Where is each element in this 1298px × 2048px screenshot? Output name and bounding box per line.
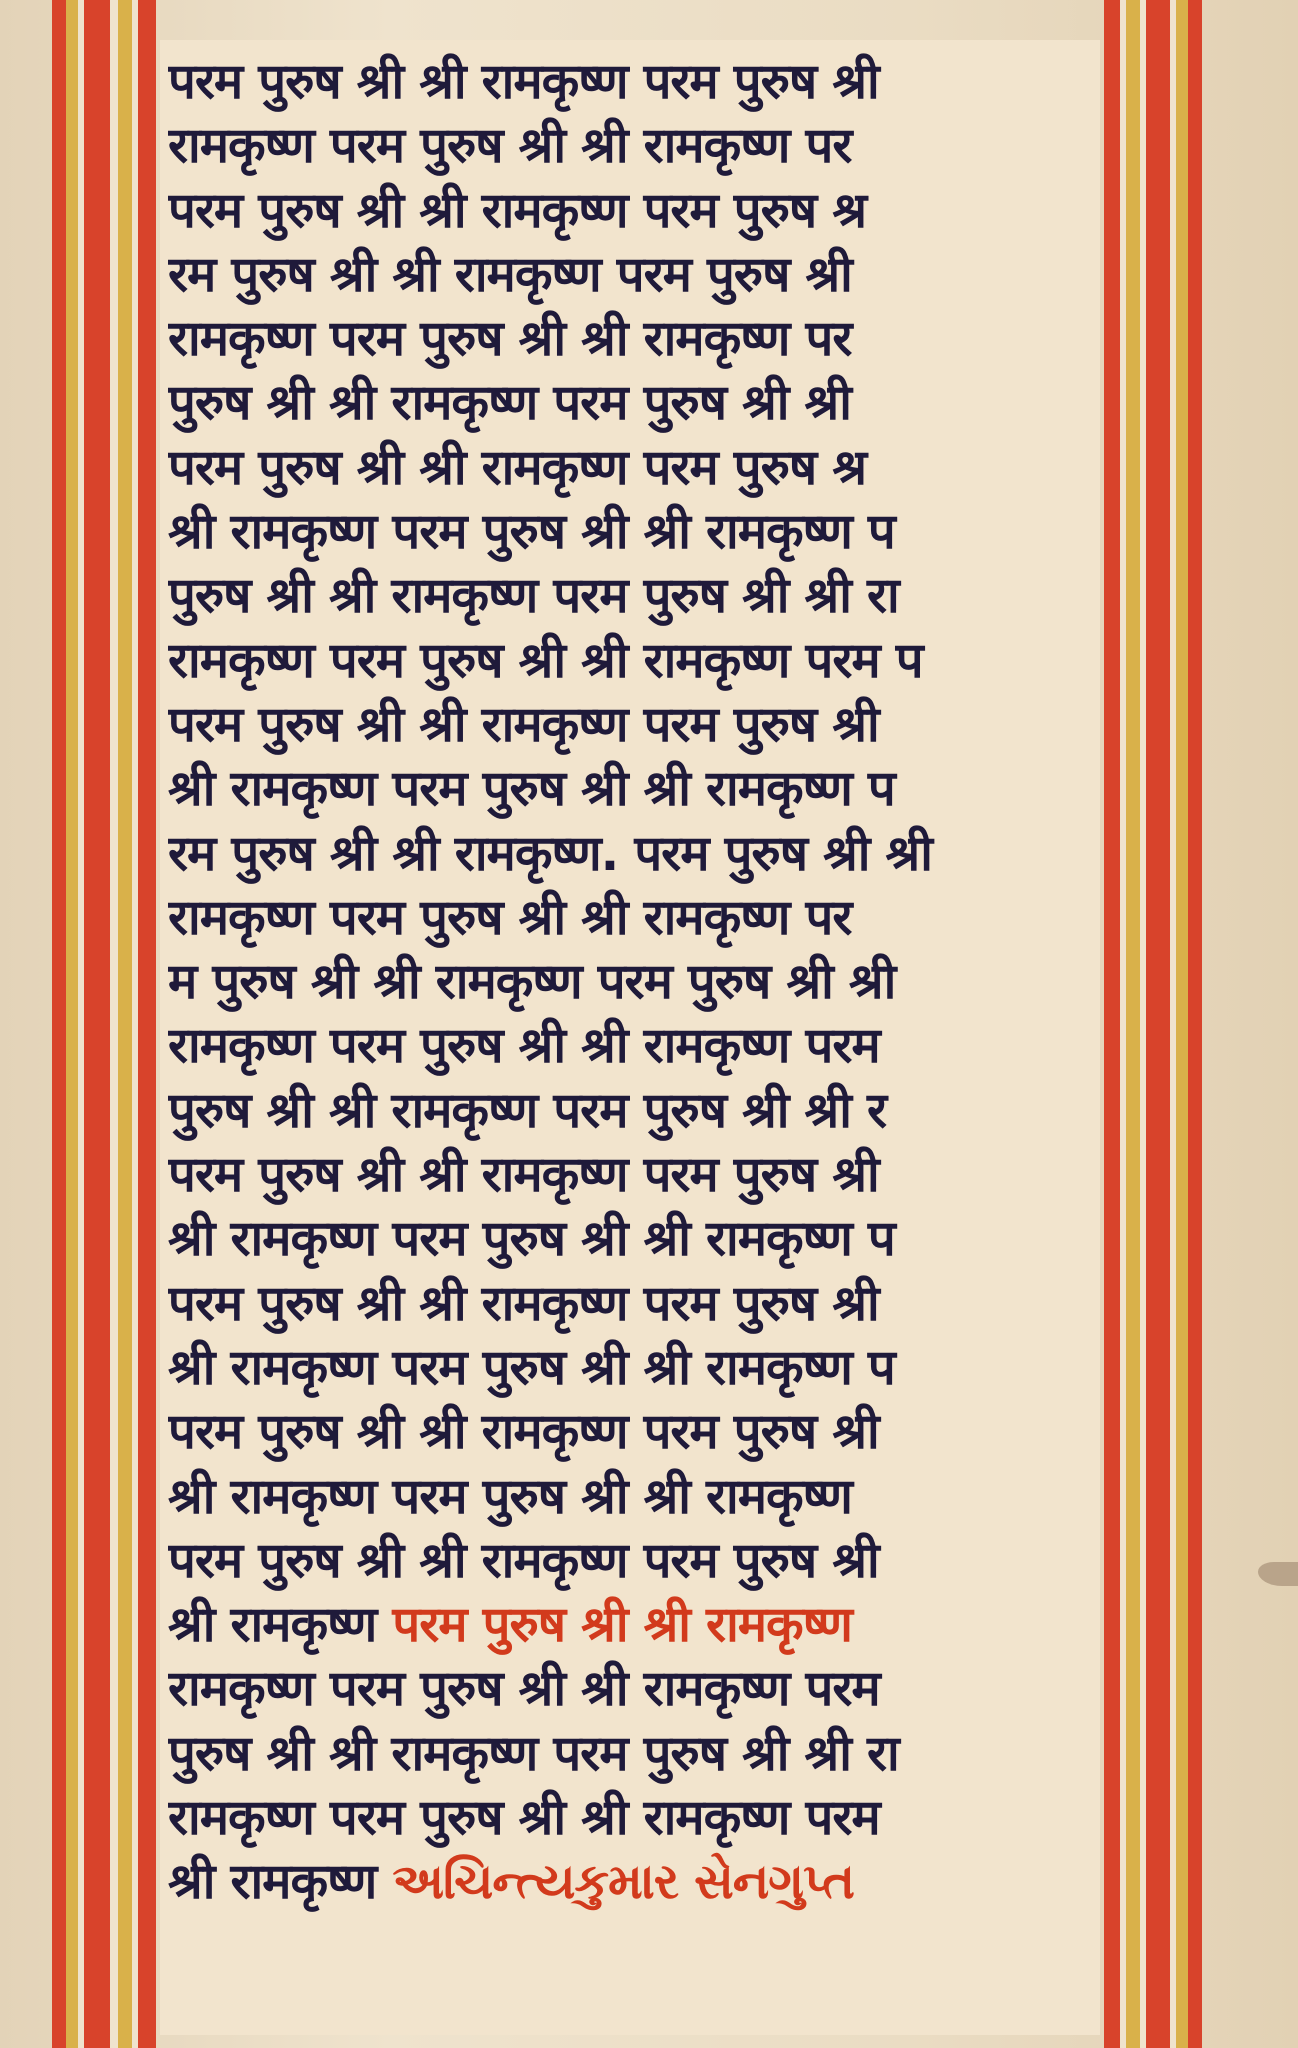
text-line: परम पुरुष श्री श्री रामकृष्ण परम पुरुष श्री [168, 1146, 879, 1204]
text-line: पुरुष श्री श्री रामकृष्ण परम पुरुष श्री श्री रा [168, 567, 899, 625]
text-line: रामकृष्ण परम पुरुष श्री श्री रामकृष्ण पर [168, 888, 852, 946]
black-ink-text: श्री रामकृष्ण [168, 1596, 377, 1654]
text-line: पुरुष श्री श्री रामकृष्ण परम पुरुष श्री श्री [168, 374, 851, 432]
text-line: परम पुरुष श्री श्री रामकृष्ण परम पुरुष श्र [168, 438, 867, 496]
text-line: श्री रामकृष्ण परम पुरुष श्री श्री रामकृष्ण प [168, 503, 895, 561]
text-line: परम पुरुष श्री श्री रामकृष्ण परम पुरुष श्री [168, 1531, 879, 1589]
manuscript-text [168, 50, 1098, 1915]
text-line: रामकृष्ण परम पुरुष श्री श्री रामकृष्ण परम [168, 1660, 880, 1718]
text-line: पुरुष श्री श्री रामकृष्ण परम पुरुष श्री श्री र [168, 1081, 887, 1139]
text-line: म पुरुष श्री श्री रामकृष्ण परम पुरुष श्री श्री [168, 953, 896, 1011]
text-line: रामकृष्ण परम पुरुष श्री श्री रामकृष्ण पर [168, 310, 852, 368]
text-line: श्री रामकृष्ण परम पुरुष श्री श्री रामकृष्ण प [168, 1338, 895, 1396]
signature-line [168, 1850, 1098, 1914]
signature: અચિન્ત્યકુમાર સેનગુપ્ત [392, 1853, 854, 1911]
text-line: रम पुरुष श्री श्री रामकृष्ण. परम पुरुष श्री श्री [168, 824, 932, 882]
text-line: रामकृष्ण परम पुरुष श्री श्री रामकृष्ण परम [168, 1017, 880, 1075]
text-line: रामकृष्ण परम पुरुष श्री श्री रामकृष्ण परम [168, 1789, 880, 1847]
text-line: परम पुरुष श्री श्री रामकृष्ण परम पुरुष श्री [168, 695, 879, 753]
text-line: परम पुरुष श्री श्री रामकृष्ण परम पुरुष श्री [168, 53, 879, 110]
text-line: रम पुरुष श्री श्री रामकृष्ण परम पुरुष श्री [168, 245, 852, 303]
left-border [52, 0, 156, 2048]
text-line: श्री रामकृष्ण परम पुरुष श्री श्री रामकृष्ण [168, 1467, 852, 1525]
mixed-ink-line [168, 1593, 1098, 1657]
text-line: श्री रामकृष्ण परम पुरुष श्री श्री रामकृष्ण प [168, 760, 895, 818]
text-line: पुरुष श्री श्री रामकृष्ण परम पुरुष श्री श्री रा [168, 1724, 899, 1782]
text-line: रामकृष्ण परम पुरुष श्री श्री रामकृष्ण पर [168, 117, 852, 175]
red-ink-text: परम पुरुष श्री श्री रामकृष्ण [392, 1596, 852, 1654]
text-line: परम पुरुष श्री श्री रामकृष्ण परम पुरुष श्री [168, 1403, 879, 1461]
text-line: श्री रामकृष्ण परम पुरुष श्री श्री रामकृष्ण प [168, 1210, 895, 1268]
text-line: परम पुरुष श्री श्री रामकृष्ण परम पुरुष श्र [168, 181, 867, 239]
black-ink-text: श्री रामकृष्ण [168, 1853, 377, 1911]
right-border [1104, 0, 1202, 2048]
text-line: रामकृष्ण परम पुरुष श्री श्री रामकृष्ण परम प [168, 631, 923, 689]
text-line: परम पुरुष श्री श्री रामकृष्ण परम पुरुष श्री [168, 1274, 879, 1332]
